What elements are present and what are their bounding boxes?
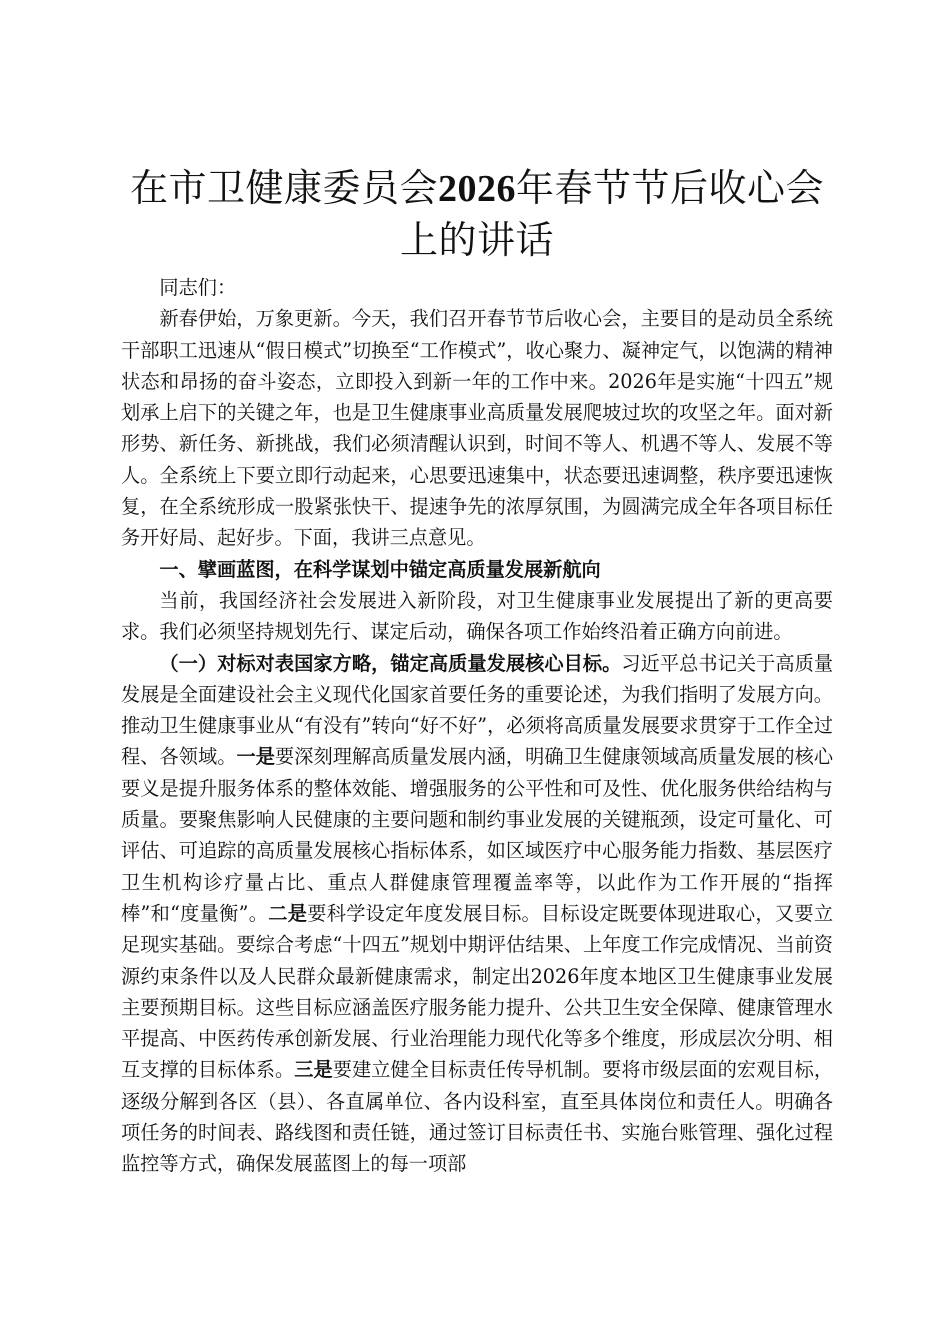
section-heading-1: 一、擘画蓝图，在科学谋划中锚定高质量发展新航向 xyxy=(159,557,601,581)
point-3-label: 三是 xyxy=(294,1058,333,1082)
title-part2: 年春节节后收心会上的讲话 xyxy=(399,166,825,262)
point-2-label: 二是 xyxy=(268,901,308,925)
salutation: 同志们： xyxy=(159,276,237,299)
subsection-1-text: 习近平总书记关于高质量发展是全面建设社会主义现代化国家首要任务的重要论述，为我们指明了发展方向。推动卫生健康事业从“有没有”转向“好不好”，必须将高质量发展要求贯穿于工作全过程、各领域。 xyxy=(121,651,834,769)
point-2-text: 要科学设定年度发展目标。目标设定既要体现进取心，又要立足现实基础。要综合考虑“十四五”规划中期评估结果、上年度工作完成情况、当前资源约束条件以及人民群众最新健康需求，制定出2026年度本地区卫生健康事业发展主要预期目标。这些目标应涵盖医疗服务能力提升、公共卫生安全保障、健康管理水平提高、中医药传承创新发展、行业治理能力现代化等多个维度，形成层次分明、相互支撑的目标体系。 xyxy=(121,901,834,1082)
title-part1: 在市卫健康委员会 xyxy=(129,166,438,210)
point-1-label: 一是 xyxy=(236,745,275,769)
point-3-text: 要建立健全目标责任传导机制。要将市级层面的宏观目标，逐级分解到各区（县）、各直属单位、各内设科室，直至具体岗位和责任人。明确各项任务的时间表、路线图和责任链，通过签订目标责任书、实施台账管理、强化过程监控等方式，确保发展蓝图上的每一项部 xyxy=(121,1058,834,1176)
speech-body xyxy=(121,272,833,1180)
point-1-text: 要深刻理解高质量发展内涵，明确卫生健康领域高质量发展的核心要义是提升服务体系的整体效能、增强服务的公平性和可及性、优化服务供给结构与质量。要聚焦影响人民健康的主要问题和制约事业发展的关键瓶颈，设定可量化、可评估、可追踪的高质量发展核心指标体系，如区域医疗中心服务能力指数、基层医疗卫生机构诊疗量占比、重点人群健康管理覆盖率等，以此作为工作开展的“指挥棒”和“度量衡”。 xyxy=(121,745,834,925)
intro-paragraph: 新春伊始，万象更新。今天，我们召开春节节后收心会，主要目的是动员全系统干部职工迅速从“假日模式”切换至“工作模式”，收心聚力、凝神定气，以饱满的精神状态和昂扬的奋斗姿态，立即投入到新一年的工作中来。2026年是实施“十四五”规划承上启下的关键之年，也是卫生健康事业高质量发展爬坡过坎的攻坚之年。面对新形势、新任务、新挑战，我们必须清醒认识到，时间不等人、机遇不等人、发展不等人。全系统上下要立即行动起来，心思要迅速集中，状态要迅速调整，秩序要迅速恢复，在全系统形成一股紧张快干、提速争先的浓厚氛围，为圆满完成全年各项目标任务开好局、起好步。下面，我讲三点意见。 xyxy=(121,307,833,550)
page-title xyxy=(121,163,833,266)
subsection-1-heading: （一）对标对表国家方略，锚定高质量发展核心目标。 xyxy=(159,651,622,675)
subsection-1-paragraph xyxy=(121,648,833,1180)
section-1-intro-paragraph: 当前，我国经济社会发展进入新阶段，对卫生健康事业发展提出了新的更高要求。我们必须坚持规划先行、谋定后动，确保各项工作始终沿着正确方向前进。 xyxy=(121,588,833,644)
document-page xyxy=(121,0,833,1344)
title-year: 2026 xyxy=(438,168,516,210)
